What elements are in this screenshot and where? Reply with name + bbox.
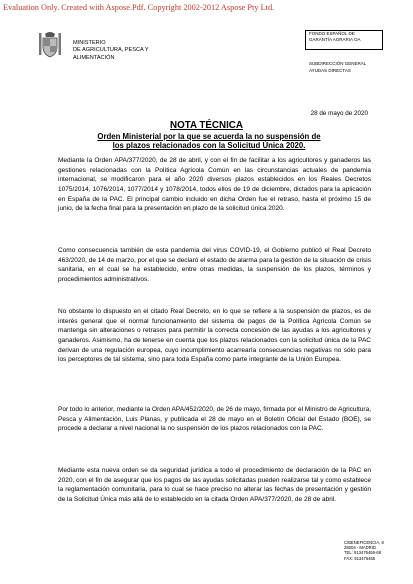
- body-paragraph: No obstante lo dispuesto en el citado Real Decreto, en lo que se refiere a la suspensión de plazos, es de interés general que el normal funcionamiento del sistema de pagos de la Política Agrícola Común se mantenga sin alteraciones o retrasos para permitir la correcta concesión de las ayudas a los agricultores y ganaderos. Asimismo, ha de tenerse en cuenta que los plazos relacionados con la solicitud única de la PAC derivan de una regulación europea, cuyo incumplimiento acarrearía consecuencias negativas no sólo para los perceptores de tal sistema, sino para toda España como parte integrante de la Unión Europea.: [58, 308, 371, 364]
- ministry-line: MINISTERIO: [73, 40, 106, 46]
- document-date: 28 de mayo de 2020: [310, 110, 368, 117]
- footer-line: 28004 - MADRID: [344, 545, 376, 551]
- subtitle-line: Orden Ministerial por la que se acuerda la no suspensión de: [97, 132, 321, 141]
- coat-of-arms-icon: [38, 30, 62, 60]
- subdireccion-label: [309, 60, 366, 74]
- ministry-name: [73, 40, 149, 62]
- body-paragraph: Mediante esta nueva orden se da seguridad jurídica a todo el procedimiento de declaración de la PAC en 2020, con el fin de asegurar que los pagos de las ayudas solicitadas pueden realizarse tal y como establece la reglamentación comunitaria, para lo cual se hace preciso no alterar las fechas de presentación y gestión de la Solicitud Única más allá de lo establecido en la citada Orden APA/377/2020, de 28 de abril.: [58, 467, 371, 503]
- fondo-line: FONDO ESPAÑOL DE: [309, 31, 355, 36]
- footer-address: [344, 540, 384, 561]
- subdireccion-line: AYUDAS DIRECTAS: [309, 68, 351, 73]
- document-subtitle: [76, 132, 342, 150]
- ministry-line: ALIMENTACIÓN: [73, 54, 115, 61]
- evaluation-watermark: Evaluation Only. Created with Aspose.Pdf. Copyright 2002-2012 Aspose Pty Ltd.: [3, 3, 275, 12]
- document-title: NOTA TÉCNICA: [170, 120, 243, 131]
- footer-line: FAX: 913476465: [344, 555, 376, 561]
- subdireccion-line: SUBDIRECCIÓN GENERAL: [309, 61, 367, 66]
- footer-line: C/BENEFICENCIA, 8: [344, 540, 384, 545]
- body-paragraph: Por todo lo anterior, mediante la Orden APA/452/2020, de 26 de mayo, firmada por el Ministro de Agricultura, Pesca y Alimentación, Luis Planas, y publicada el 28 de mayo en el Boletín Oficial del Estado (BOE), se procede a declarar a nivel nacional la no suspensión de los plazos relacionados con la PAC.: [58, 406, 371, 433]
- ministry-line: DE AGRICULTURA, PESCA Y: [73, 47, 149, 54]
- fondo-line: GARANTÍA AGRARIA OA: [309, 37, 361, 42]
- body-paragraph: Mediante la Orden APA/377/2020, de 28 de abril, y con el fin de facilitar a los agricultores y ganaderos las gestiones relacionadas con la Política Agrícola Común en las circunstancias actuales de pandemia internacional, se modificaron para el año 2020 diversos plazos establecidos en los Reales Decretos 1075/2014, 1076/2014, 1077/2014 y 1078/2014, todos ellos de 19 de diciembre, dictados para la aplicación en España de la PAC. El principal cambio incluido en dicha Orden fue el retraso, hasta el próximo 15 de junio, de la fecha final para la presentación en plazo de la solicitud única 2020.: [58, 157, 371, 213]
- fondo-label: [309, 31, 361, 43]
- subtitle-line: los plazos relacionados con la Solicitud Única 2020.: [112, 141, 306, 151]
- body-paragraph: Como consecuencia también de esta pandemia del virus COVID-19, el Gobierno publicó el Real Decreto 463/2020, de 14 de marzo, por el que se declaró el estado de alarma para la gestión de la situación de crisis sanitaria, en el cual se ha establecido, entre otras medidas, la suspensión de los plazos, términos y procedimientos administrativos.: [58, 247, 371, 283]
- footer-line: TEL: 913476466-68: [344, 550, 382, 556]
